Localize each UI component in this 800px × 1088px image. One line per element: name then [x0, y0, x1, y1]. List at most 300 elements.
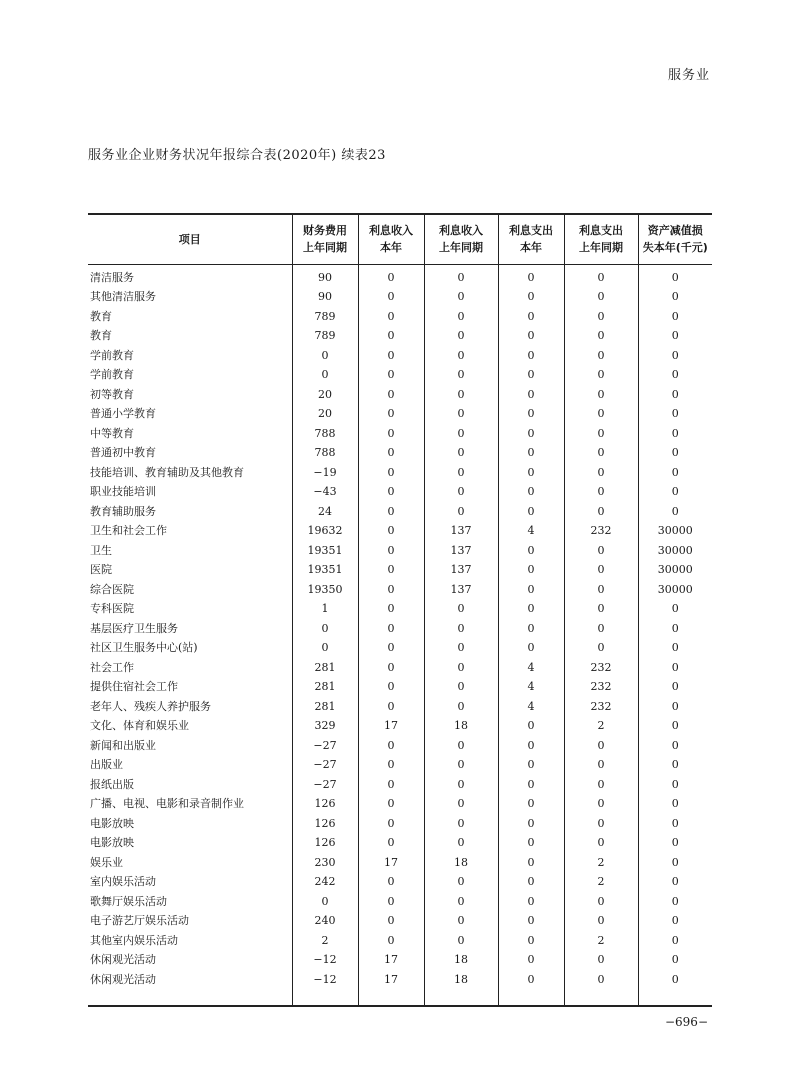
table-cell: 0	[358, 931, 424, 951]
table-cell: 2	[564, 716, 638, 736]
table-cell: 18	[424, 716, 498, 736]
table-row	[88, 950, 712, 970]
table-cell: 0	[424, 307, 498, 327]
table-cell: 0	[358, 892, 424, 912]
table-row	[88, 716, 712, 736]
table-cell: 0	[498, 482, 564, 502]
table-cell: 0	[638, 326, 712, 346]
row-label: 学前教育	[90, 368, 134, 382]
table-cell: 0	[292, 638, 358, 658]
table-cell: 0	[498, 264, 564, 287]
column-header-4	[498, 214, 564, 264]
table-title: 服务业企业财务状况年报综合表(2020年) 续表23	[88, 148, 386, 163]
table-cell: −27	[292, 736, 358, 756]
row-label: 中等教育	[90, 426, 134, 440]
table-row	[88, 970, 712, 1007]
table-cell: 0	[358, 463, 424, 483]
table-cell: 232	[564, 677, 638, 697]
table-row	[88, 560, 712, 580]
table-cell: 0	[358, 521, 424, 541]
table-cell: 137	[424, 521, 498, 541]
table-cell: 0	[564, 911, 638, 931]
table-cell: 0	[638, 346, 712, 366]
table-cell: 0	[424, 736, 498, 756]
table-body	[88, 264, 712, 1006]
data-table	[88, 213, 712, 1007]
table-cell: 0	[358, 677, 424, 697]
row-label: 普通初中教育	[90, 446, 156, 460]
row-label: 技能培训、教育辅助及其他教育	[90, 465, 244, 479]
table-row	[88, 658, 712, 678]
table-cell: 0	[424, 502, 498, 522]
table-cell: 0	[424, 346, 498, 366]
table-cell: 0	[638, 307, 712, 327]
table-cell: 0	[424, 892, 498, 912]
row-label: 休闲观光活动	[90, 953, 156, 967]
row-label: 基层医疗卫生服务	[90, 621, 178, 635]
column-header-3	[424, 214, 498, 264]
table-cell: 0	[358, 736, 424, 756]
table-cell: 0	[638, 424, 712, 444]
column-header-line: 利息收入	[369, 224, 413, 238]
row-label: 室内娱乐活动	[90, 875, 156, 889]
row-label: 初等教育	[90, 387, 134, 401]
table-cell: 240	[292, 911, 358, 931]
header-row	[88, 214, 712, 264]
column-header-6	[638, 214, 712, 264]
table-cell: 0	[358, 346, 424, 366]
table-row	[88, 307, 712, 327]
table-cell: 0	[638, 287, 712, 307]
table-cell: 18	[424, 853, 498, 873]
table-row	[88, 775, 712, 795]
table-cell: 0	[292, 892, 358, 912]
table-cell: 0	[564, 502, 638, 522]
table-cell: 30000	[638, 580, 712, 600]
row-label: 社区卫生服务中心(站)	[90, 641, 198, 655]
table-cell: −27	[292, 755, 358, 775]
table-header	[88, 214, 712, 264]
table-cell: 24	[292, 502, 358, 522]
page-number: −696−	[664, 1015, 708, 1029]
table-cell: 0	[638, 619, 712, 639]
table-cell: 18	[424, 950, 498, 970]
table-cell: 281	[292, 677, 358, 697]
column-header-line: 失本年(千元)	[642, 241, 708, 255]
table-cell: 0	[358, 365, 424, 385]
row-label: 歌舞厅娱乐活动	[90, 894, 167, 908]
table-cell: 0	[498, 463, 564, 483]
table-cell: 0	[424, 424, 498, 444]
table-row	[88, 736, 712, 756]
table-cell: 0	[638, 853, 712, 873]
row-label: 教育辅助服务	[90, 504, 156, 518]
table-cell: −43	[292, 482, 358, 502]
row-label: 广播、电视、电影和录音制作业	[90, 797, 244, 811]
table-cell: 126	[292, 814, 358, 834]
table-cell: 0	[498, 775, 564, 795]
table-cell: 0	[638, 892, 712, 912]
table-cell: −12	[292, 970, 358, 1007]
table-row	[88, 677, 712, 697]
column-header-line: 利息收入	[439, 224, 483, 238]
table-cell: 0	[638, 716, 712, 736]
table-cell: 0	[424, 911, 498, 931]
table-cell: 0	[564, 541, 638, 561]
row-label: 提供住宿社会工作	[90, 680, 178, 694]
table-cell: 0	[564, 775, 638, 795]
table-cell: 0	[638, 463, 712, 483]
running-head: 服务业	[667, 68, 710, 83]
table-row	[88, 385, 712, 405]
table-cell: 0	[564, 580, 638, 600]
column-header-line: 项目	[178, 232, 201, 246]
table-cell: 30000	[638, 541, 712, 561]
table-cell: 0	[564, 950, 638, 970]
table-cell: 0	[358, 560, 424, 580]
table-cell: 0	[358, 599, 424, 619]
table-cell: 0	[358, 775, 424, 795]
table-cell: 0	[424, 814, 498, 834]
table-cell: 0	[424, 872, 498, 892]
table-cell: 0	[564, 892, 638, 912]
table-cell: 230	[292, 853, 358, 873]
table-cell: 0	[358, 307, 424, 327]
column-header-line: 上年同期	[579, 241, 623, 255]
table-cell: 19351	[292, 541, 358, 561]
table-cell: 0	[638, 658, 712, 678]
table-cell: 0	[498, 892, 564, 912]
table-row	[88, 463, 712, 483]
row-label: 学前教育	[90, 348, 134, 362]
table-cell: 0	[638, 404, 712, 424]
table-cell: 0	[498, 619, 564, 639]
table-cell: 30000	[638, 560, 712, 580]
table-row	[88, 892, 712, 912]
table-cell: 0	[498, 911, 564, 931]
table-row	[88, 931, 712, 951]
row-label: 休闲观光活动	[88, 970, 292, 1007]
table-cell: 0	[498, 599, 564, 619]
table-row	[88, 580, 712, 600]
table-cell: 789	[292, 326, 358, 346]
table-cell: 0	[424, 385, 498, 405]
table-row	[88, 755, 712, 775]
table-cell: 0	[638, 970, 712, 1007]
table-cell: 0	[498, 853, 564, 873]
table-cell: 0	[638, 931, 712, 951]
table-cell: 0	[638, 911, 712, 931]
table-cell: 329	[292, 716, 358, 736]
table-cell: 0	[498, 736, 564, 756]
row-label: 报纸出版	[90, 777, 134, 791]
table-cell: 0	[292, 346, 358, 366]
table-cell: 0	[424, 404, 498, 424]
table-row	[88, 833, 712, 853]
row-label: 文化、体育和娱乐业	[90, 719, 189, 733]
table-cell: 17	[358, 970, 424, 1007]
column-header-5	[564, 214, 638, 264]
table-cell: 0	[292, 365, 358, 385]
table-cell: 0	[498, 716, 564, 736]
table-row	[88, 697, 712, 717]
table-cell: 0	[638, 950, 712, 970]
table-cell: 788	[292, 424, 358, 444]
column-header-line: 利息支出	[509, 224, 553, 238]
table-cell: 126	[292, 794, 358, 814]
table-row	[88, 638, 712, 658]
table-cell: 0	[638, 502, 712, 522]
table-cell: 0	[358, 794, 424, 814]
table-cell: 0	[498, 931, 564, 951]
table-cell: 0	[424, 658, 498, 678]
table-cell: 0	[638, 385, 712, 405]
table-cell: 2	[564, 853, 638, 873]
table-cell: 0	[498, 502, 564, 522]
column-header-line: 资产减值损	[647, 224, 703, 238]
table-cell: 20	[292, 404, 358, 424]
table-cell: 0	[564, 404, 638, 424]
table-cell: 0	[564, 346, 638, 366]
table-cell: 232	[564, 521, 638, 541]
table-cell: 0	[498, 970, 564, 1007]
table-cell: 19632	[292, 521, 358, 541]
table-cell: −27	[292, 775, 358, 795]
table-cell: 789	[292, 307, 358, 327]
table-cell: 0	[424, 482, 498, 502]
table-cell: −19	[292, 463, 358, 483]
table-row	[88, 424, 712, 444]
table-cell: 17	[358, 950, 424, 970]
table-cell: 0	[358, 443, 424, 463]
row-label: 其他清洁服务	[90, 290, 156, 304]
column-header-line: 本年	[520, 241, 542, 255]
table-cell: 0	[358, 424, 424, 444]
table-cell: 0	[358, 541, 424, 561]
table-cell: 4	[498, 658, 564, 678]
table-cell: 232	[564, 658, 638, 678]
table-cell: 4	[498, 521, 564, 541]
table-row	[88, 326, 712, 346]
table-cell: 0	[498, 443, 564, 463]
table-row	[88, 599, 712, 619]
row-label: 普通小学教育	[90, 407, 156, 421]
table-cell: 0	[424, 287, 498, 307]
table-cell: 0	[498, 385, 564, 405]
row-label: 其他室内娱乐活动	[90, 933, 178, 947]
table-cell: 0	[424, 264, 498, 287]
table-cell: 281	[292, 658, 358, 678]
row-label: 娱乐业	[90, 855, 123, 869]
table-cell: 0	[498, 833, 564, 853]
table-cell: 0	[424, 931, 498, 951]
table-cell: 0	[424, 755, 498, 775]
table-cell: 0	[638, 365, 712, 385]
table-cell: 0	[358, 580, 424, 600]
table-cell: 0	[638, 736, 712, 756]
table-cell: 2	[564, 931, 638, 951]
table-cell: 0	[564, 365, 638, 385]
table-cell: 0	[498, 638, 564, 658]
table-cell: 19351	[292, 560, 358, 580]
table-row	[88, 814, 712, 834]
table-cell: 17	[358, 853, 424, 873]
column-header-line: 上年同期	[303, 241, 347, 255]
table-cell: 0	[564, 326, 638, 346]
table-cell: 0	[358, 833, 424, 853]
column-header-line: 本年	[380, 241, 402, 255]
table-row	[88, 365, 712, 385]
table-cell: 0	[498, 346, 564, 366]
table-cell: 0	[498, 580, 564, 600]
table-cell: 0	[358, 814, 424, 834]
table-cell: 0	[424, 599, 498, 619]
table-cell: 0	[564, 833, 638, 853]
row-label: 出版业	[90, 758, 123, 772]
column-header-2	[358, 214, 424, 264]
table-cell: 2	[292, 931, 358, 951]
table-cell: 0	[564, 794, 638, 814]
table-cell: 0	[564, 443, 638, 463]
column-header-line: 财务费用	[303, 224, 347, 238]
table-cell: 0	[358, 638, 424, 658]
table-cell: 0	[358, 658, 424, 678]
table-cell: 0	[358, 326, 424, 346]
table-cell: 0	[564, 599, 638, 619]
table-cell: 0	[498, 404, 564, 424]
table-cell: 0	[498, 872, 564, 892]
column-header-1	[292, 214, 358, 264]
table-cell: 137	[424, 580, 498, 600]
table-cell: 0	[424, 463, 498, 483]
table-cell: 19350	[292, 580, 358, 600]
table-row	[88, 521, 712, 541]
table-cell: 0	[564, 264, 638, 287]
table-cell: 0	[638, 638, 712, 658]
table-cell: 137	[424, 541, 498, 561]
table-cell: 0	[498, 755, 564, 775]
row-label: 老年人、残疾人养护服务	[90, 699, 211, 713]
table-cell: 0	[564, 287, 638, 307]
row-label: 清洁服务	[90, 270, 134, 284]
table-cell: 0	[564, 638, 638, 658]
table-cell: 90	[292, 287, 358, 307]
table-cell: 137	[424, 560, 498, 580]
table-cell: 0	[638, 872, 712, 892]
table-cell: 0	[638, 677, 712, 697]
table-row	[88, 404, 712, 424]
table-row	[88, 502, 712, 522]
table-cell: 0	[638, 755, 712, 775]
table-cell: 0	[638, 443, 712, 463]
table-cell: 0	[358, 385, 424, 405]
table-cell: 0	[424, 638, 498, 658]
table-row	[88, 794, 712, 814]
row-label: 卫生	[90, 543, 112, 557]
row-label: 专科医院	[90, 602, 134, 616]
table-row	[88, 853, 712, 873]
table-cell: 0	[498, 365, 564, 385]
row-label: 电影放映	[90, 836, 134, 850]
table-cell: 0	[498, 424, 564, 444]
table-cell: 1	[292, 599, 358, 619]
table-cell: 4	[498, 697, 564, 717]
table-cell: 0	[564, 307, 638, 327]
table-cell: 0	[564, 560, 638, 580]
table-cell: 18	[424, 970, 498, 1007]
table-cell: 0	[564, 755, 638, 775]
table-row	[88, 443, 712, 463]
row-label: 电子游艺厅娱乐活动	[90, 914, 189, 928]
table-row	[88, 619, 712, 639]
table-cell: 0	[358, 502, 424, 522]
table-cell: 0	[358, 404, 424, 424]
table-cell: 0	[358, 911, 424, 931]
data-table-container	[88, 213, 712, 1007]
table-cell: 0	[498, 541, 564, 561]
table-cell: 0	[424, 677, 498, 697]
table-row	[88, 482, 712, 502]
table-cell: 0	[498, 287, 564, 307]
row-label: 医院	[90, 563, 112, 577]
column-header-line: 利息支出	[579, 224, 623, 238]
table-cell: 0	[358, 755, 424, 775]
table-row	[88, 911, 712, 931]
column-header-0	[88, 214, 292, 264]
table-cell: 0	[424, 443, 498, 463]
table-cell: 0	[638, 599, 712, 619]
table-cell: −12	[292, 950, 358, 970]
table-cell: 2	[564, 872, 638, 892]
row-label: 教育	[90, 329, 112, 343]
table-cell: 0	[424, 326, 498, 346]
table-cell: 0	[424, 833, 498, 853]
table-cell: 0	[638, 814, 712, 834]
table-cell: 0	[358, 872, 424, 892]
table-cell: 0	[498, 560, 564, 580]
table-cell: 0	[498, 326, 564, 346]
row-label: 社会工作	[90, 660, 134, 674]
table-row	[88, 264, 712, 287]
table-cell: 232	[564, 697, 638, 717]
table-cell: 0	[424, 697, 498, 717]
table-row	[88, 287, 712, 307]
table-cell: 0	[638, 482, 712, 502]
table-cell: 4	[498, 677, 564, 697]
table-row	[88, 872, 712, 892]
table-cell: 0	[564, 736, 638, 756]
table-cell: 0	[564, 970, 638, 1007]
table-cell: 242	[292, 872, 358, 892]
table-cell: 30000	[638, 521, 712, 541]
table-cell: 0	[498, 814, 564, 834]
table-cell: 0	[638, 794, 712, 814]
row-label: 电影放映	[90, 816, 134, 830]
table-cell: 0	[424, 775, 498, 795]
table-cell: 0	[424, 365, 498, 385]
table-cell: 0	[498, 950, 564, 970]
table-cell: 0	[358, 697, 424, 717]
table-cell: 0	[638, 264, 712, 287]
table-cell: 126	[292, 833, 358, 853]
table-cell: 0	[564, 619, 638, 639]
table-cell: 0	[358, 287, 424, 307]
row-label: 综合医院	[90, 582, 134, 596]
row-label: 教育	[90, 309, 112, 323]
table-row	[88, 346, 712, 366]
table-cell: 0	[564, 482, 638, 502]
table-cell: 0	[358, 264, 424, 287]
